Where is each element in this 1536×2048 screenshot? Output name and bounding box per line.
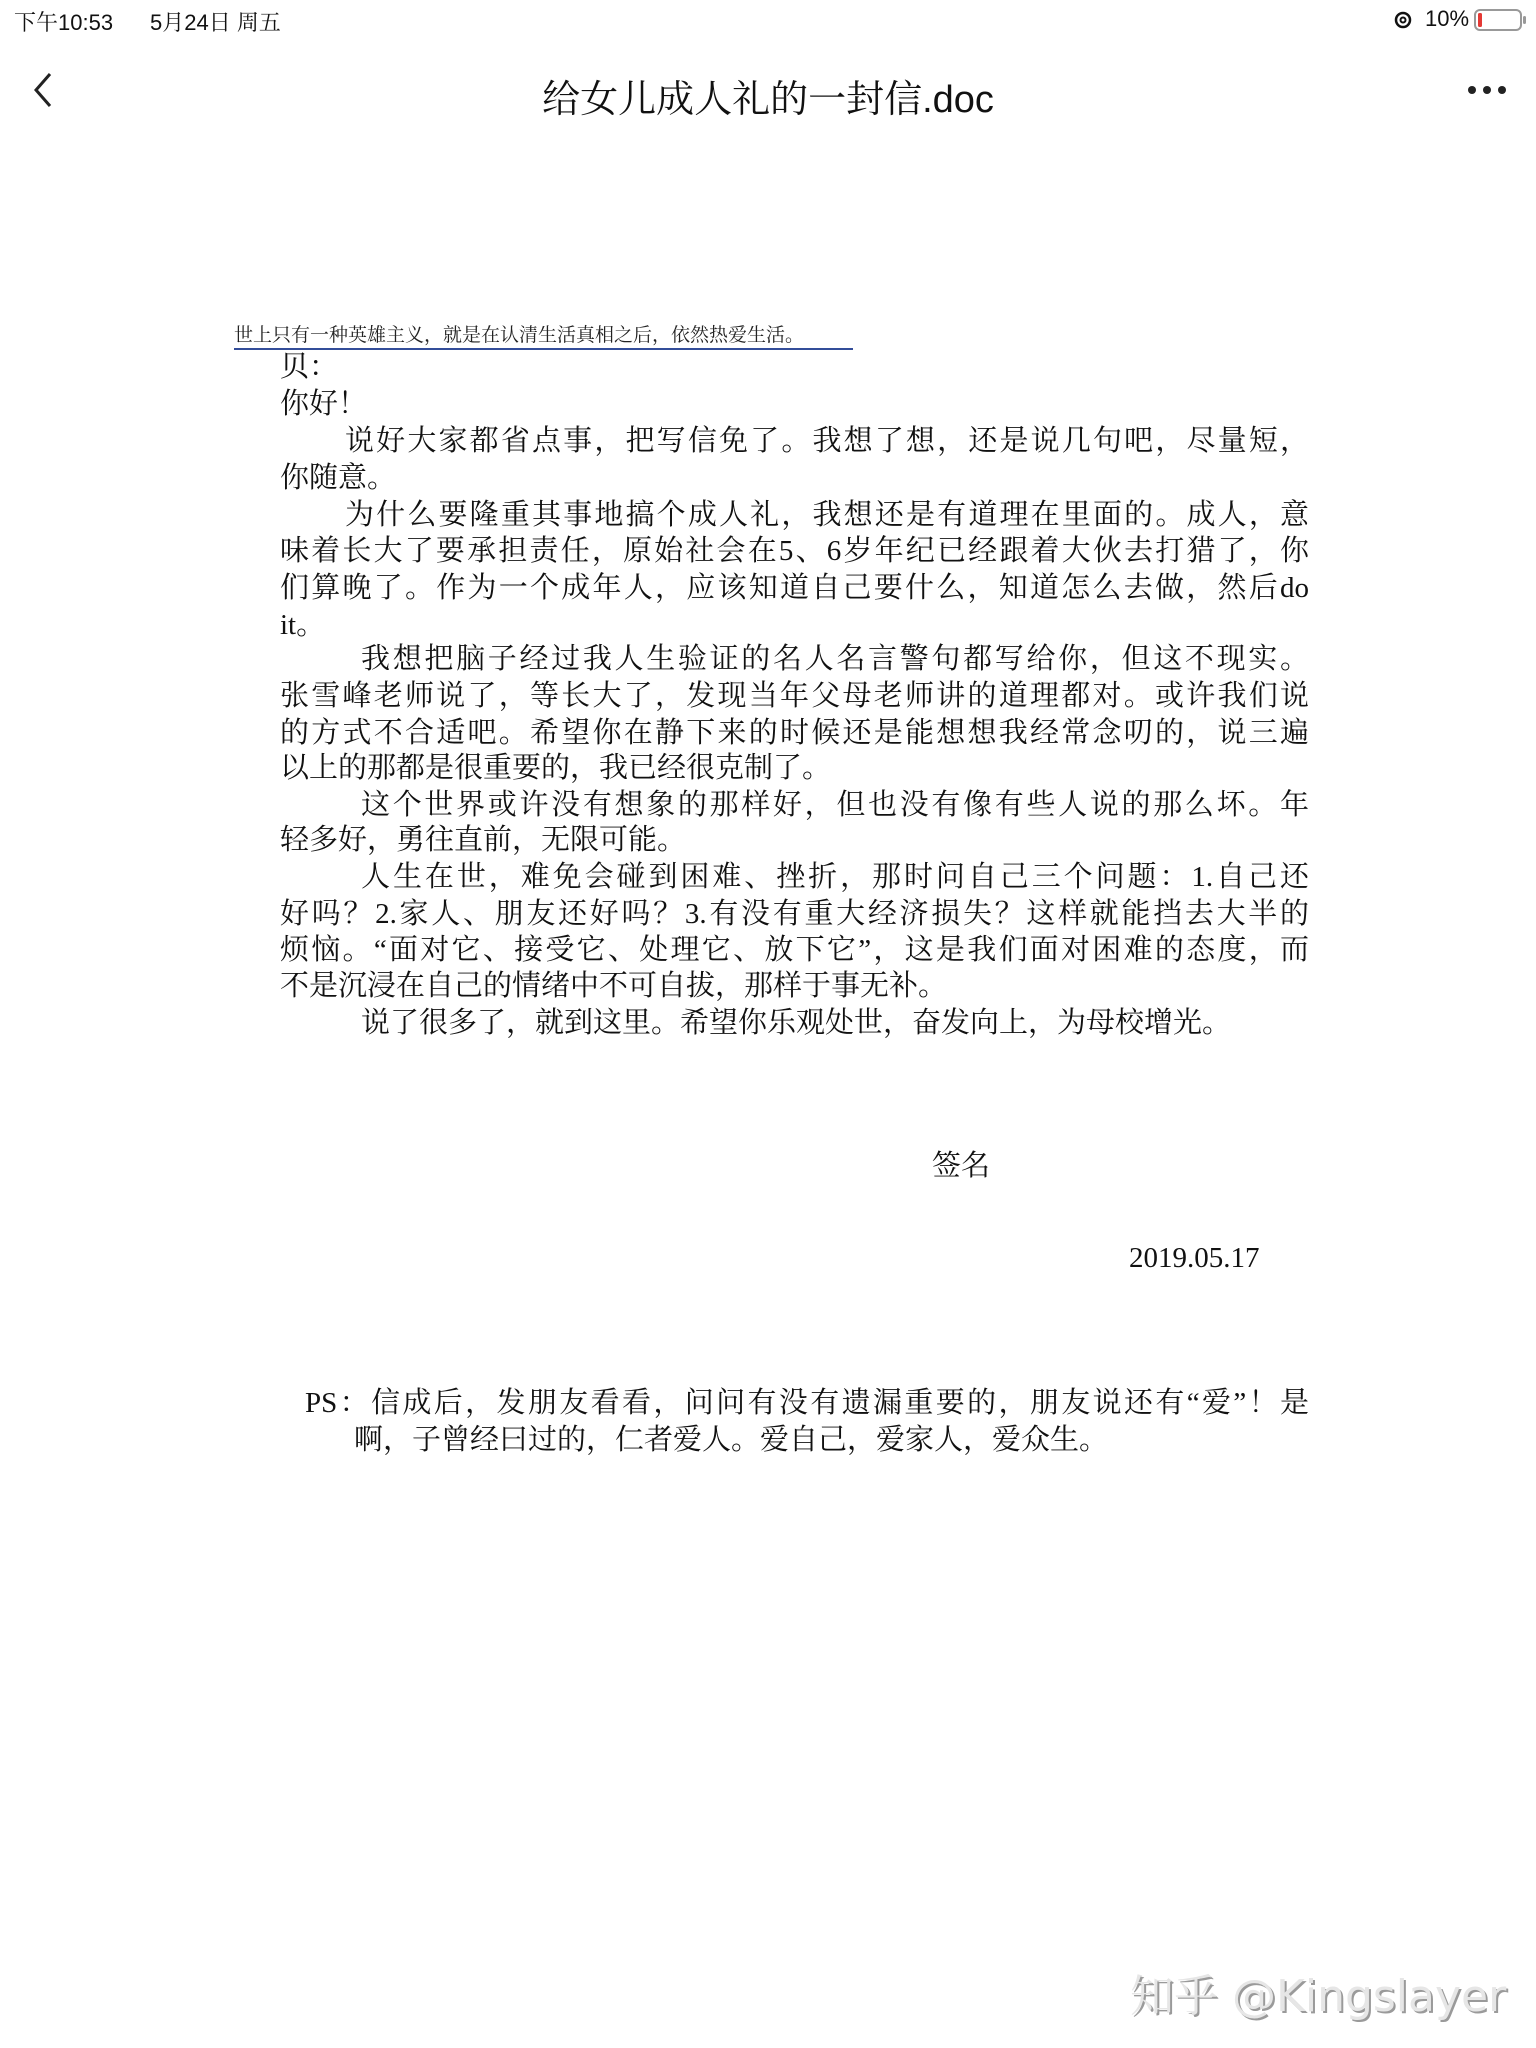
paragraph-line: it。 (280, 609, 326, 641)
paragraph-line: 说了很多了，就到这里。希望你乐观处世，奋发向上，为母校增光。 (361, 1007, 1232, 1039)
paragraph-line: 的方式不合适吧。希望你在静下来的时候还是能想想我经常念叨的，说三遍 (280, 717, 1309, 749)
status-time: 下午10:53 (14, 10, 114, 35)
paragraph-line: 烦恼。“面对它、接受它、处理它、放下它”，这是我们面对困难的态度，而 (280, 934, 1309, 966)
paragraph-line: 以上的那都是很重要的，我已经很克制了。 (280, 752, 832, 784)
paragraph-line: 张雪峰老师说了，等长大了，发现当年父母老师讲的道理都对。或许我们说 (280, 680, 1309, 712)
watermark: 知乎 @Kingslayer (1130, 1971, 1507, 2022)
salutation: 贝： (280, 351, 339, 383)
ps-line: PS：信成后，发朋友看看，问问有没有遗漏重要的，朋友说还有“爱”！是 (305, 1387, 1309, 1419)
paragraph-line: 我想把脑子经过我人生验证的名人名言警句都写给你，但这不现实。 (361, 643, 1309, 675)
header-quote: 世上只有一种英雄主义，就是在认清生活真相之后，依然热爱生活。 (234, 324, 853, 350)
wifi-icon (1392, 11, 1414, 29)
status-date: 5月24日 周五 (150, 10, 281, 35)
paragraph-line: 你随意。 (280, 462, 397, 494)
paragraph-line: 人生在世，难免会碰到困难、挫折，那时问自己三个问题：1.自己还 (361, 861, 1309, 893)
more-button[interactable] (1464, 82, 1510, 98)
battery-icon (1474, 9, 1528, 31)
paragraph-line: 轻多好，勇往直前，无限可能。 (280, 824, 687, 856)
document-title: 给女儿成人礼的一封信.doc (542, 79, 994, 121)
battery-percent: 10% (1425, 6, 1470, 31)
paragraph-line: 味着长大了要承担责任，原始社会在5、6岁年纪已经跟着大伙去打猎了，你 (280, 535, 1309, 567)
signature: 签名 (932, 1150, 991, 1182)
paragraph-line: 不是沉浸在自己的情绪中不可自拔，那样于事无补。 (280, 970, 948, 1002)
paragraph-line: 们算晚了。作为一个成年人，应该知道自己要什么，知道怎么去做，然后do (280, 572, 1309, 604)
paragraph-line: 好吗？2.家人、朋友还好吗？3.有没有重大经济损失？这样就能挡去大半的 (280, 898, 1309, 930)
greeting: 你好！ (280, 388, 368, 420)
letter-date: 2019.05.17 (1129, 1242, 1260, 1274)
paragraph-line: 为什么要隆重其事地搞个成人礼，我想还是有道理在里面的。成人，意 (345, 499, 1309, 531)
paragraph-line: 这个世界或许没有想象的那样好，但也没有像有些人说的那么坏。年 (361, 789, 1309, 821)
ellipsis-icon (1464, 82, 1510, 98)
ps-line: 啊，子曾经曰过的，仁者爱人。爱自己，爱家人，爱众生。 (354, 1424, 1109, 1456)
paragraph-line: 说好大家都省点事，把写信免了。我想了想，还是说几句吧，尽量短， (345, 425, 1309, 457)
